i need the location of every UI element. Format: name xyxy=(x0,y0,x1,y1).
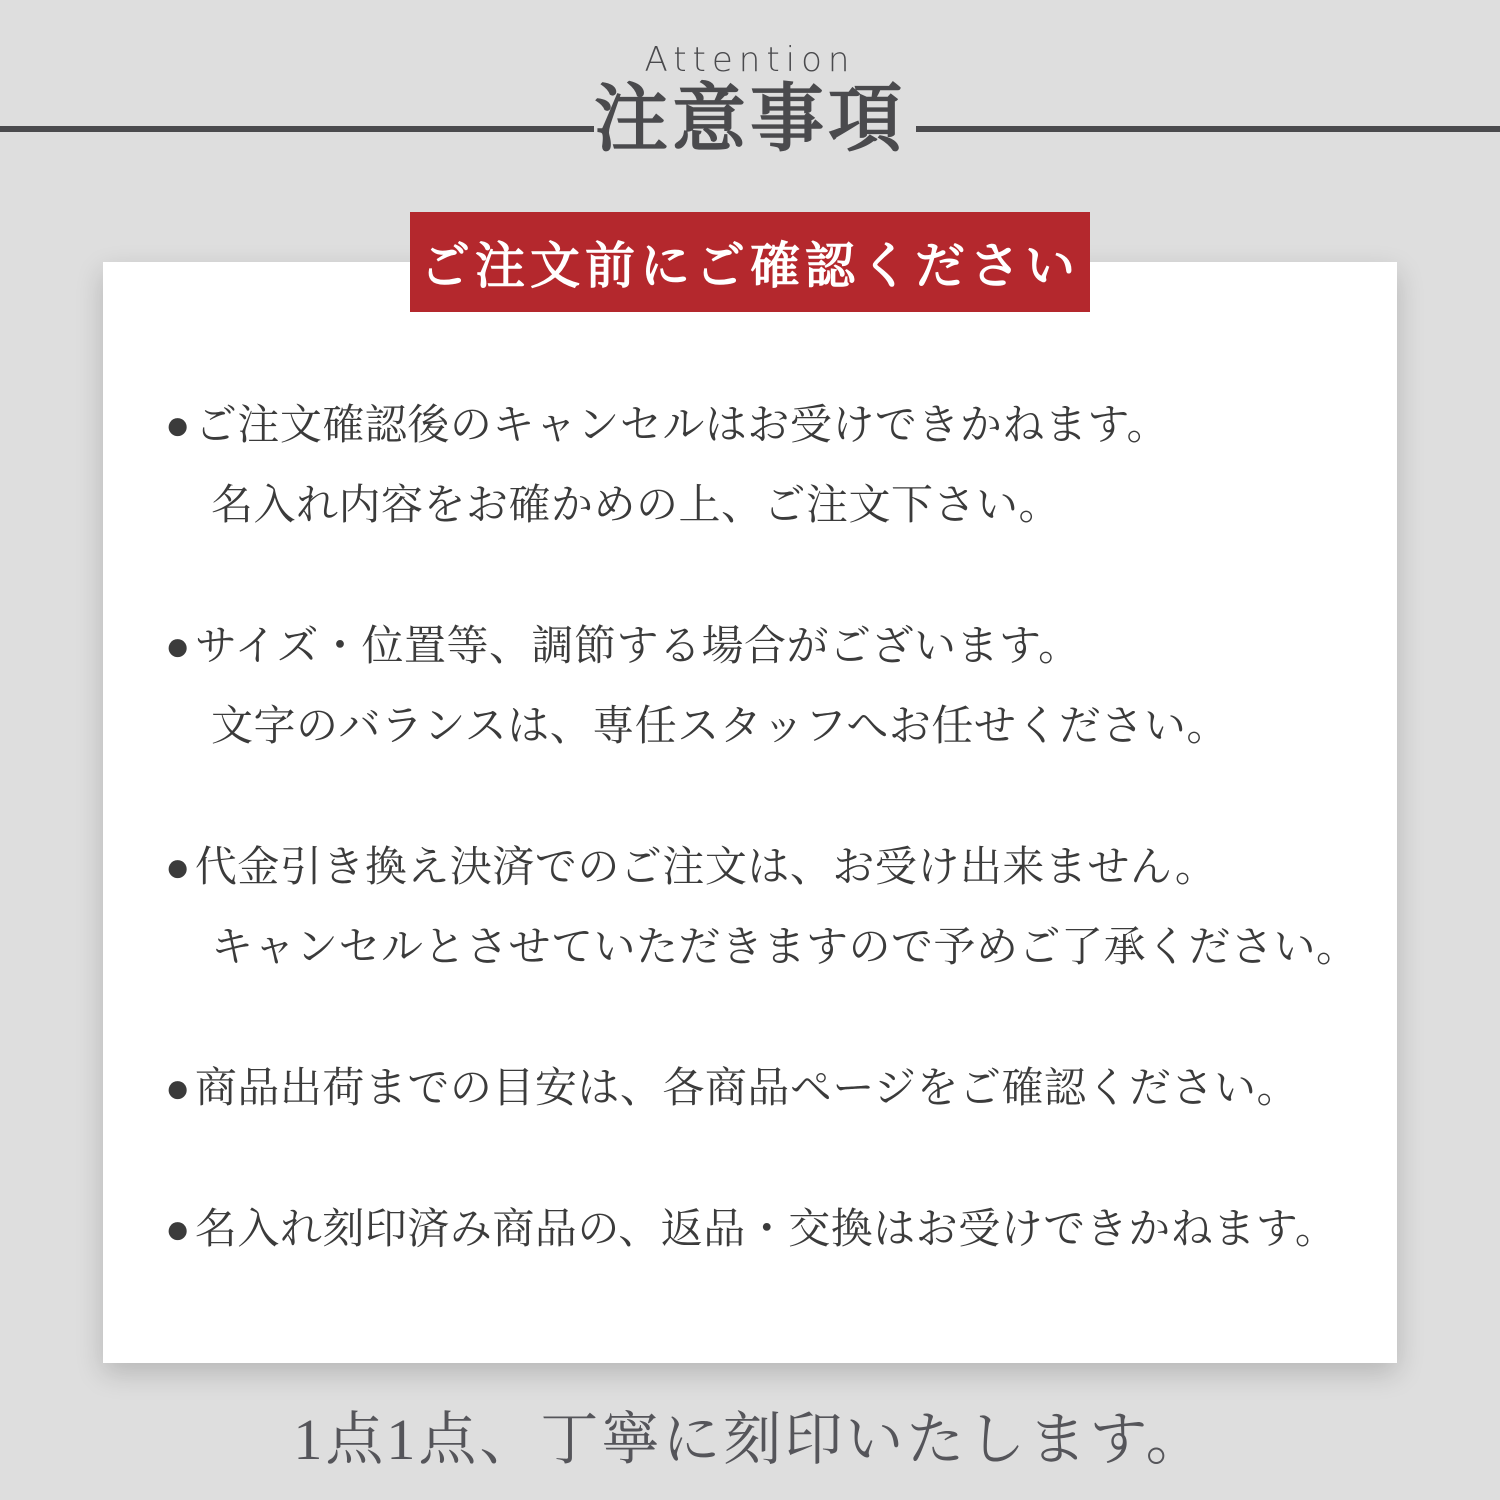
bullet-icon: ● xyxy=(165,843,191,890)
note-line: 名入れ内容をお確かめの上、ご注文下さい。 xyxy=(211,481,1062,528)
note-text: 名入れ刻印済み商品の、返品・交換はお受けできかねます。 xyxy=(194,1205,1338,1252)
confirm-before-order-banner: ご注文前にご確認ください xyxy=(410,212,1090,312)
note-text: ご注文確認後のキャンセルはお受けできかねます。 xyxy=(194,401,1170,448)
note-list xyxy=(165,385,1400,1269)
header-rule-right xyxy=(916,126,1500,132)
footer-tagline: 1点1点、丁寧に刻印いたします。 xyxy=(293,1407,1207,1472)
note-item-shipping-time xyxy=(165,1048,1400,1128)
note-item-size-adjustment xyxy=(165,606,1400,766)
note-line: 文字のバランスは、専任スタッフへお任せください。 xyxy=(211,702,1229,749)
note-line xyxy=(165,827,1400,907)
note-line xyxy=(165,606,1400,686)
note-item-no-returns xyxy=(165,1189,1400,1269)
bullet-icon: ● xyxy=(165,622,191,669)
note-item-cancel-policy xyxy=(165,385,1400,545)
note-text: 代金引き換え決済でのご注文は、お受け出来ません。 xyxy=(194,843,1218,890)
note-text: 商品出荷までの目安は、各商品ページをご確認ください。 xyxy=(194,1064,1300,1111)
note-line xyxy=(165,1048,1400,1128)
bullet-icon: ● xyxy=(165,401,191,448)
bullet-icon: ● xyxy=(165,1064,191,1111)
note-text: サイズ・位置等、調節する場合がございます。 xyxy=(194,622,1081,669)
note-line: キャンセルとさせていただきますので予めご了承ください。 xyxy=(211,923,1359,970)
note-item-no-cod xyxy=(165,827,1400,987)
header-rule-left xyxy=(0,126,594,132)
bullet-icon: ● xyxy=(165,1205,191,1252)
page-title: 注意事項 xyxy=(594,79,906,161)
note-line xyxy=(165,385,1400,465)
attention-eyebrow: Attention xyxy=(644,40,856,80)
note-line xyxy=(165,1189,1400,1269)
